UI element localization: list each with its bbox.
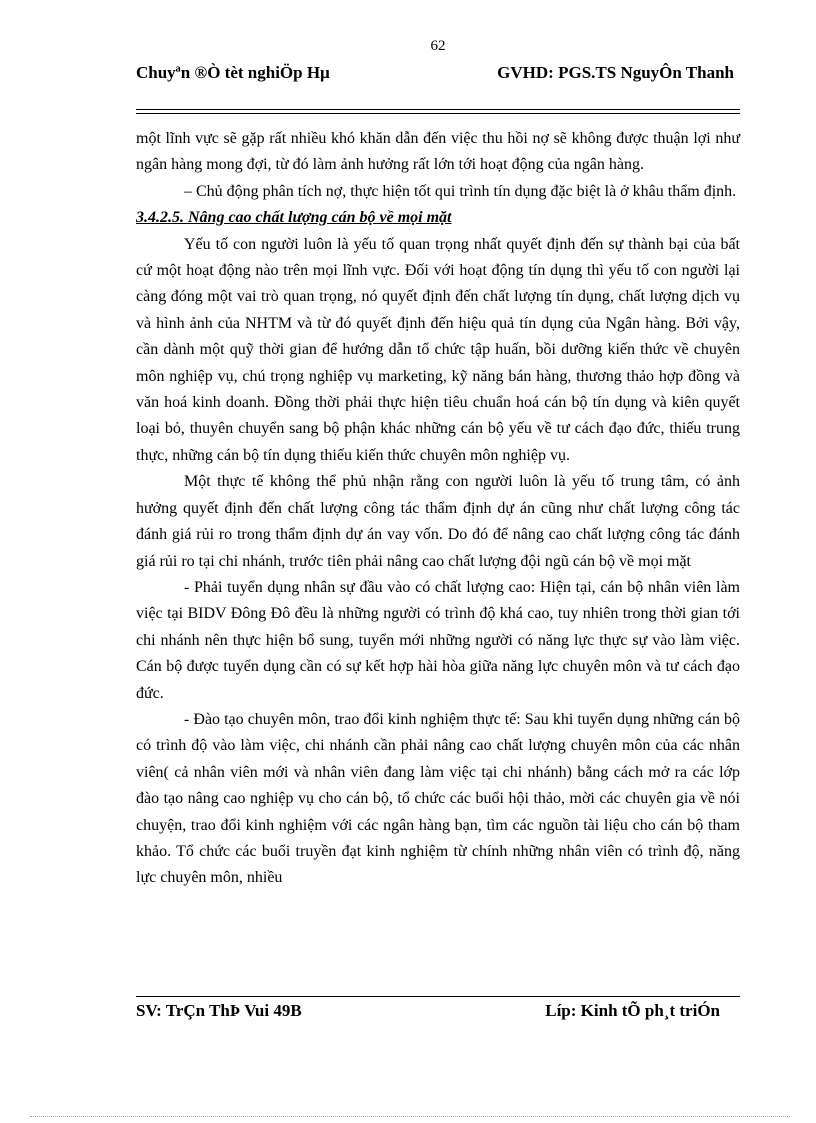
- footer-rule: [136, 996, 740, 997]
- paragraph-2: – Chủ động phân tích nợ, thực hiện tốt qui trình tín dụng đặc biệt là ở khâu thẩm định.: [184, 182, 737, 200]
- header-thesis-title: Chuyªn ®Ò tèt nghiÖp Hµ: [136, 63, 330, 82]
- header-supervisor: GVHD: PGS.TS NguyÔn Thanh: [497, 63, 734, 82]
- paragraph-5: - Phải tuyển dụng nhân sự đầu vào có chất lượng cao: Hiện tại, cán bộ nhân viên làm việc tại BIDV Đông Đô đều là những người có trình độ khá cao, tuy nhiên trong thời gian tới chi nhánh nên thực hiện bổ sung, tuyển mới những người có năng lực thực sự vào làm việc. Cán bộ được tuyển dụng cần có sự kết hợp hài hòa giữa năng lực chuyên môn và tư cách đạo đức.: [136, 578, 740, 702]
- body-text: [136, 126, 740, 892]
- section-heading: 3.4.2.5. Nâng cao chất lượng cán bộ về mọi mặt: [136, 209, 452, 227]
- paragraph-6: - Đào tạo chuyên môn, trao đổi kinh nghiệm thực tế: Sau khi tuyển dụng những cán bộ có trình độ vào làm việc, chi nhánh cần phải nâng cao chất lượng chuyên môn của các nhân viên( cả nhân viên mới và nhân viên đang làm việc tại chi nhánh) bằng cách mở ra các lớp đào tạo nâng cao nghiệp vụ cho cán bộ, tổ chức các buổi hội thảo, mời các chuyên gia về nói chuyện, trao đổi kinh nghiệm với các ngân hàng bạn, tìm các nguồn tài liệu cho cán bộ tham khảo. Tổ chức các buổi truyền đạt kinh nghiệm từ chính những nhân viên có trình độ, năng lực chuyên môn, nhiều: [136, 710, 740, 887]
- paragraph-3: Yếu tố con người luôn là yếu tố quan trọng nhất quyết định đến sự thành bại của bất cứ một hoạt động nào trên mọi lĩnh vực. Đối với hoạt động tín dụng thì yếu tố con người lại càng đóng một vai trò quan trọng, nó quyết định đến chất lượng tín dụng, chất lượng dịch vụ và hình ảnh của NHTM và từ đó quyết định đến hiệu quả tín dụng của Ngân hàng. Bởi vậy, cần dành một quỹ thời gian để hướng dẫn tổ chức tập huấn, bồi dưỡng kiến thức về chuyên môn nghiệp vụ, chú trọng nghiệp vụ marketing, kỹ năng bán hàng, thương thảo hợp đồng và văn hoá kinh doanh. Đồng thời phải thực hiện tiêu chuẩn hoá cán bộ tín dụng và kiên quyết loại bỏ, thuyên chuyển sang bộ phận khác những cán bộ yếu về tư cách đạo đức, thiếu trung thực, những cán bộ tín dụng thiếu kiến thức chuyên môn nghiệp vụ.: [136, 235, 740, 464]
- paragraph-4: Một thực tế không thể phủ nhận rằng con người luôn là yếu tố trung tâm, có ảnh hưởng quyết định đến chất lượng công tác thẩm định dự án cũng như chất lượng công tác đánh giá rủi ro trong thẩm định dự án vay vốn. Do đó để nâng cao chất lượng công tác đánh giá rủi ro tại chi nhánh, trước tiên phải nâng cao chất lượng đội ngũ cán bộ về mọi mặt: [136, 473, 740, 570]
- paragraph-1: một lĩnh vực sẽ gặp rất nhiều khó khăn dẫn đến việc thu hồi nợ sẽ không được thuận lợi như ngân hàng mong đợi, từ đó làm ảnh hưởng rất lớn tới hoạt động của ngân hàng.: [136, 130, 740, 174]
- footer-class: Líp: Kinh tÕ ph¸t triÓn: [545, 1001, 720, 1020]
- footer-student: SV: TrÇn ThÞ Vui 49B: [136, 1001, 302, 1020]
- page-bottom-dotted-line: [30, 1116, 790, 1117]
- header-double-rule: [136, 109, 740, 114]
- page-number: 62: [430, 38, 446, 54]
